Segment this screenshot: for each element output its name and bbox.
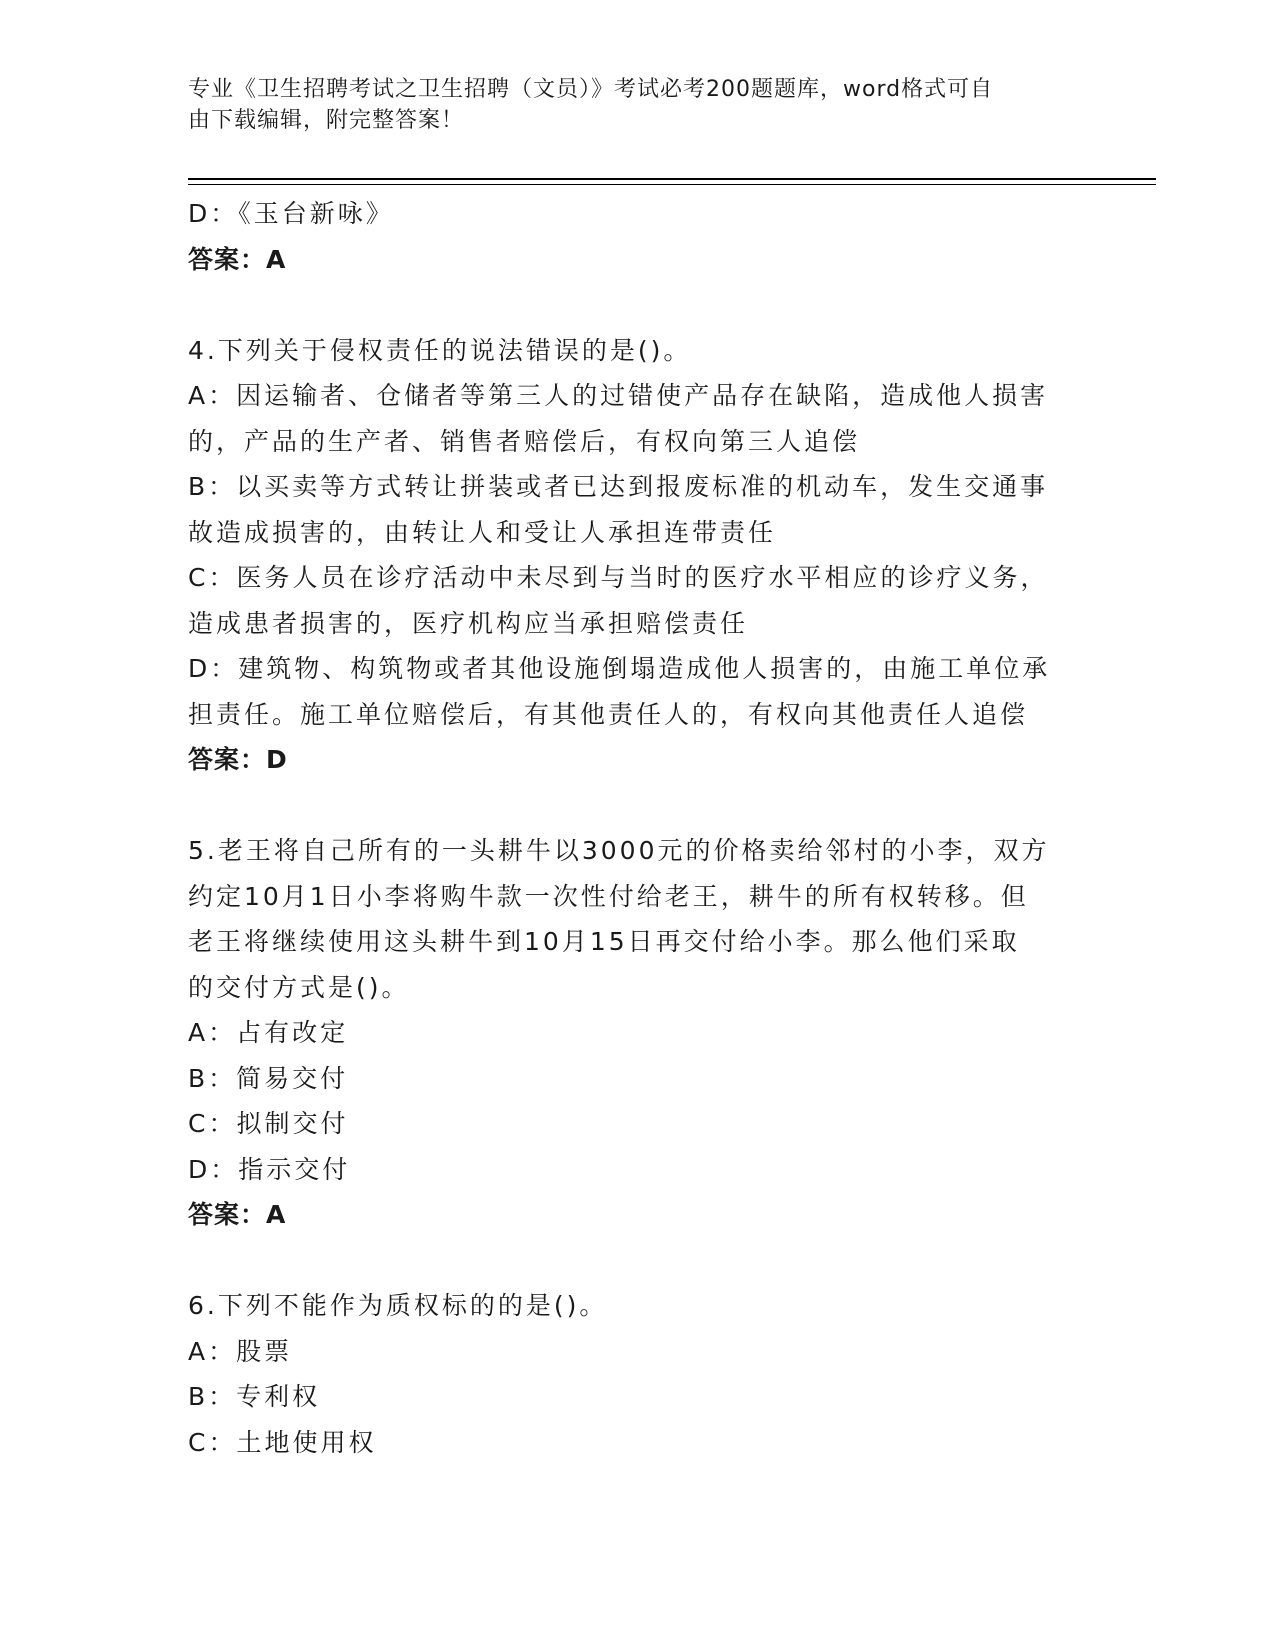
option-d: D：《玉台新咏》 [188,199,394,228]
document-header [188,74,1088,136]
question-stem-cont: 的交付方式是()。 [188,972,410,1002]
spacer [188,1238,1088,1284]
option-c-cont: 造成患者损害的，医疗机构应当承担赔偿责任 [188,608,749,638]
option-d-cont: 担责任。施工单位赔偿后，有其他责任人的，有权向其他责任人追偿 [188,699,1029,729]
answer-line: 答案：A [188,244,287,274]
spacer [188,282,1088,328]
option-a: A：股票 [188,1336,293,1366]
header-line-2: 由下载编辑，附完整答案！ [188,108,465,133]
header-divider-thick [188,178,1156,180]
option-b: B：以买卖等方式转让拼装或者已达到报废标准的机动车，发生交通事 [188,472,1049,501]
document-body [188,191,1088,1465]
question-stem: 4.下列关于侵权责任的说法错误的是()。 [188,335,692,365]
option-d: D：建筑物、构筑物或者其他设施倒塌造成他人损害的，由施工单位承 [188,654,1051,683]
option-b: B：专利权 [188,1382,321,1411]
option-b: B：简易交付 [188,1063,349,1093]
option-a-cont: 的，产品的生产者、销售者赔偿后，有权向第三人追偿 [188,426,861,456]
option-a: A：占有改定 [188,1018,349,1047]
option-c: C：拟制交付 [188,1109,349,1138]
question-5 [188,828,1088,1238]
question-4 [188,328,1088,783]
header-divider-thin [188,184,1156,185]
question-6 [188,1283,1088,1465]
option-c: C：土地使用权 [188,1427,377,1457]
spacer [188,783,1088,829]
question-stem-cont: 老王将继续使用这头耕牛到10月15日再交付给小李。那么他们采取 [188,927,1020,956]
option-d: D：指示交付 [188,1154,351,1184]
answer-line: 答案：D [188,745,288,774]
option-c: C：医务人员在诊疗活动中未尽到与当时的医疗水平相应的诊疗义务， [188,563,1049,592]
question-stem: 5.老王将自己所有的一头耕牛以3000元的价格卖给邻村的小李，双方 [188,836,1050,865]
answer-line: 答案：A [188,1200,287,1229]
option-b-cont: 故造成损害的，由转让人和受让人承担连带责任 [188,517,777,547]
option-a: A：因运输者、仓储者等第三人的过错使产品存在缺陷，造成他人损害 [188,381,1049,410]
question-stem-cont: 约定10月1日小李将购牛款一次性付给老王，耕牛的所有权转移。但 [188,881,1029,911]
header-line-1: 专业《卫生招聘考试之卫生招聘（文员）》考试必考200题题库，word格式可自 [188,77,994,102]
question-3-tail [188,191,1088,282]
question-stem: 6.下列不能作为质权标的的是()。 [188,1291,608,1320]
